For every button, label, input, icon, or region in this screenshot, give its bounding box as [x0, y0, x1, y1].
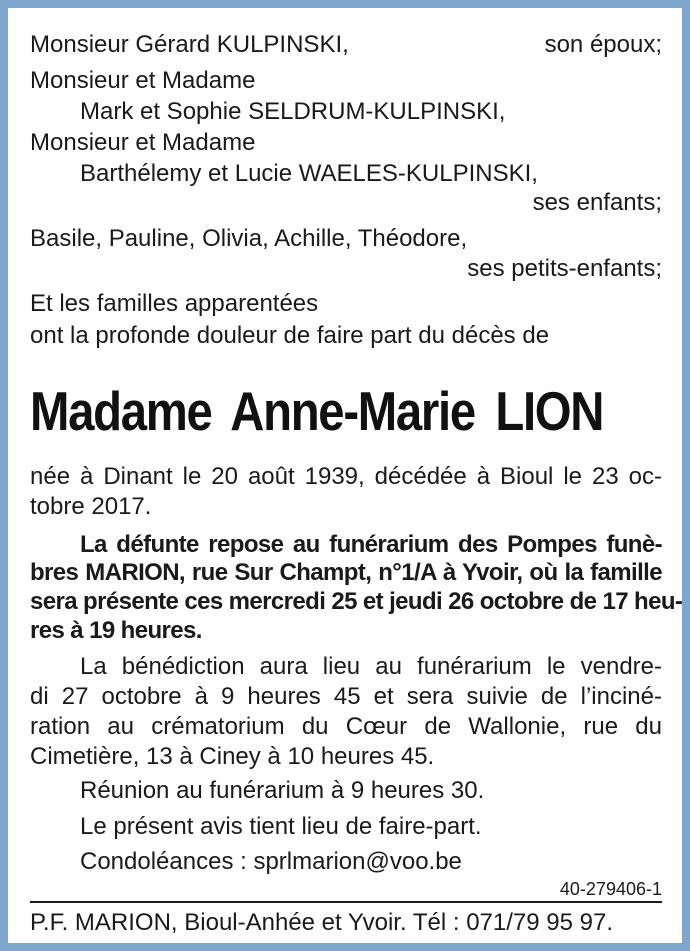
footer-divider [30, 901, 662, 903]
deceased-name: Madame Anne-Marie LION [30, 380, 604, 442]
funeral-home-line: P.F. MARION, Bioul-Anhée et Yvoir. Tél : 071/79 95 97. [30, 909, 614, 936]
grandchildren-role: ses petits-enfants; [467, 255, 662, 282]
condolences-line: Condoléances : sprlmarion@voo.be [80, 848, 462, 875]
rest-line-3: sera présente ces mercredi 25 et jeudi 26 octobre de 17 heu- [30, 588, 683, 615]
rest-line-2: bres MARION, rue Sur Champt, n°1/A à Yvoir, où la famille [30, 559, 662, 586]
family-line-3: Mark et Sophie SELDRUM-KULPINSKI, [80, 98, 506, 125]
reference-number: 40-279406-1 [559, 879, 662, 899]
announcement-line: ont la profonde douleur de faire part du décès de [30, 322, 550, 349]
blessing-line-3: ration au crématorium du Cœur de Wallonie, rue du [30, 713, 662, 740]
family-line-2: Monsieur et Madame [30, 67, 256, 94]
spouse-role: son époux; [544, 31, 662, 58]
children-role: ses enfants; [532, 189, 662, 216]
relatives-line: Et les familles apparentées [30, 290, 319, 317]
rest-line-1: La défunte repose au funérarium des Pompes funè- [80, 531, 662, 558]
meeting-line: Réunion au funérarium à 9 heures 30. [80, 777, 485, 804]
spouse-name: Monsieur Gérard KULPINSKI, [30, 31, 349, 58]
rest-line-4: res à 19 heures. [30, 617, 202, 644]
blessing-line-4: Cimetière, 13 à Ciney à 10 heures 45. [30, 743, 435, 770]
birth-line-1: née à Dinant le 20 août 1939, décédée à Bioul le 23 oc- [30, 463, 662, 490]
blessing-line-2: di 27 octobre à 9 heures 45 et sera suivie de l’inciné- [30, 683, 662, 710]
family-line-4: Monsieur et Madame [30, 129, 256, 156]
birth-line-2: tobre 2017. [30, 493, 152, 520]
notice-line: Le présent avis tient lieu de faire-part. [80, 813, 482, 840]
family-line-5: Barthélemy et Lucie WAELES-KULPINSKI, [80, 160, 538, 187]
grandchildren-names: Basile, Pauline, Olivia, Achille, Théodore, [30, 225, 468, 252]
blessing-line-1: La bénédiction aura lieu au funérarium le vendre- [80, 653, 662, 680]
